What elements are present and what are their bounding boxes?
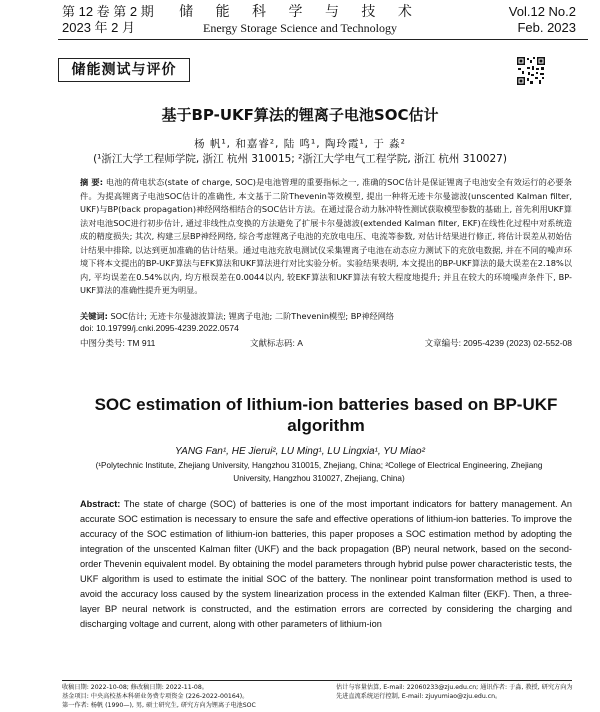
footer-left-notes: 收稿日期: 2022-10-08; 修改稿日期: 2022-11-08。 基金项目: 中央高校基本科研业务费专项资金 (226-2022-00164)。 第一作者: 杨帆 (1990—), 男, 硕士研究生, 研究方向为锂离子电池SOC xyxy=(62,684,256,709)
en-title: SOC estimation of lithium-ion batteries based on BP-UKF algorithm xyxy=(94,395,558,435)
cn-affiliation: (¹浙江大学工程师学院, 浙江 杭州 310015; ²浙江大学电气工程学院, 浙江 杭州 310027) xyxy=(93,153,507,165)
header-divider xyxy=(58,39,588,40)
en-authors: YANG Fan¹, HE Jierui², LU Ming¹, LU Lingxia¹, YU Miao² xyxy=(175,446,425,457)
cn-abstract-text: 电池的荷电状态(state of charge, SOC)是电池管理的重要指标之一, 准确的SOC估计是保证锂离子电池安全有效运行的必要条件。为提高锂离子电池SOC估计的准确性, 本文基于二阶Thevenin等效模型, 提出一种将无迹卡尔曼滤波(unscented Kalman filter, UKF)与BP(back propagation)神经网络相结合的SOC估计方法。在通过混合动力脉冲特性测试获取模型参数的基础上, 首先利用UKF算法对电池SOC进行初步估计, 通过非线性点变换的方法避免了扩展卡尔曼滤波(extended Kalman filter, EKF)在线性化过程中对系统造成的精度损失; 其次, 构建三层BP神经网络, 综合考虑锂离子电池的充放电电压、电流等参数, 对估计结果进行修正, 将估计误差从初始估计结果中排除, 以达到更加准确的估计结果。通过电池充放电测试仪采集锂离子电池在动态应力测试下的充放电数据, 并在不同的噪声环境下将本文提出的BP-UKF算法与EFK算法和UKF算法进行对比实验分析。实验结果表明, 本文提出的BP-UKF算法的最大误差在2.18%以内, 平均误差在0.54%以内, 均方根误差在0.0044以内, 较EKF算法和UKF算法有较大程度地提升; 并且在较大的环境噪声条件下, BP-UKF算法的准确性提升更为明显。 xyxy=(80,177,572,295)
header-volume-en: Vol.12 No.2 xyxy=(508,4,576,19)
en-abstract-label: Abstract: xyxy=(80,499,121,509)
footer-right-notes: 估计与容量估算, E-mail: 22060233@zju.edu.cn; 通讯作者: 于淼, 教授, 研究方向为先进直流系统运行控制, E-mail: zjuyumiao@zju.edu.cn。 xyxy=(336,684,573,700)
header-volume-cn: 第 12 卷 第 2 期 xyxy=(62,4,154,19)
document-code: 文献标志码: A xyxy=(250,338,303,348)
header-left xyxy=(62,4,154,36)
journal-title-cn: 储 能 科 学 与 技 术 xyxy=(179,4,421,20)
cn-keywords-label: 关键词: xyxy=(80,311,108,321)
article-number: 文章编号: 2095-4239 (2023) 02-552-08 xyxy=(424,338,572,348)
cn-keywords-text: SOC估计; 无迹卡尔曼滤波算法; 锂离子电池; 二阶Thevenin模型; BP神经网络 xyxy=(110,311,395,321)
cn-abstract-label: 摘 要: xyxy=(80,177,104,187)
cn-title: 基于BP-UKF算法的锂离子电池SOC估计 xyxy=(161,106,439,124)
class-number: 中图分类号: TM 911 xyxy=(80,338,156,348)
cn-authors: 杨 帆¹, 和嘉睿², 陆 鸣¹, 陶玲霞¹, 于 淼² xyxy=(194,138,406,150)
header-date-en: Feb. 2023 xyxy=(517,20,576,35)
section-tag: 储能测试与评价 xyxy=(58,58,190,82)
en-abstract xyxy=(80,497,572,632)
header-center xyxy=(150,4,450,36)
cn-keywords xyxy=(80,310,572,323)
journal-title-en: Energy Storage Science and Technology xyxy=(203,21,397,35)
en-abstract-text: The state of charge (SOC) of batteries is one of the most important indicators for battery management. An accurate SOC estimation is necessary to ensure the safe and effective operations of lithium-ion batteries. To improve the accuracy of the SOC estimation of lithium-ion batteries, this paper proposes a SOC estimation method by adopting the integration of the unscented Kalman filter (UKF) and the back propagation (BP) neural network, based on the second-order Thevenin equivalent model. By obtaining the model parameters through hybrid pulse power characteristic tests, the UKF algorithm is used to estimate the initial SOC of the battery. The nonlinear point transformation method is used to avoid the accuracy loss caused by the system linearization process in the extended Kalman filter (EKF). Then, a three-layer BP neural network is constructed, and the estimation errors are corrected by considering the charging and discharging voltage and current, along with other parameters of lithium-ion xyxy=(80,499,572,629)
footer-divider xyxy=(62,680,572,681)
cn-abstract xyxy=(80,176,572,298)
en-affiliation: (¹Polytechnic Institute, Zhejiang University, Hangzhou 310015, Zhejiang, China; ²College of Electrical Engineering, Zhejiang University, Hangzhou 310027, Zhejiang, China) xyxy=(95,461,543,483)
qr-code-icon xyxy=(516,56,546,86)
header-right xyxy=(509,4,576,36)
doi[interactable]: doi: 10.19799/j.cnki.2095-4239.2022.0574 xyxy=(80,323,239,333)
header-date-cn: 2023 年 2 月 xyxy=(62,20,135,35)
